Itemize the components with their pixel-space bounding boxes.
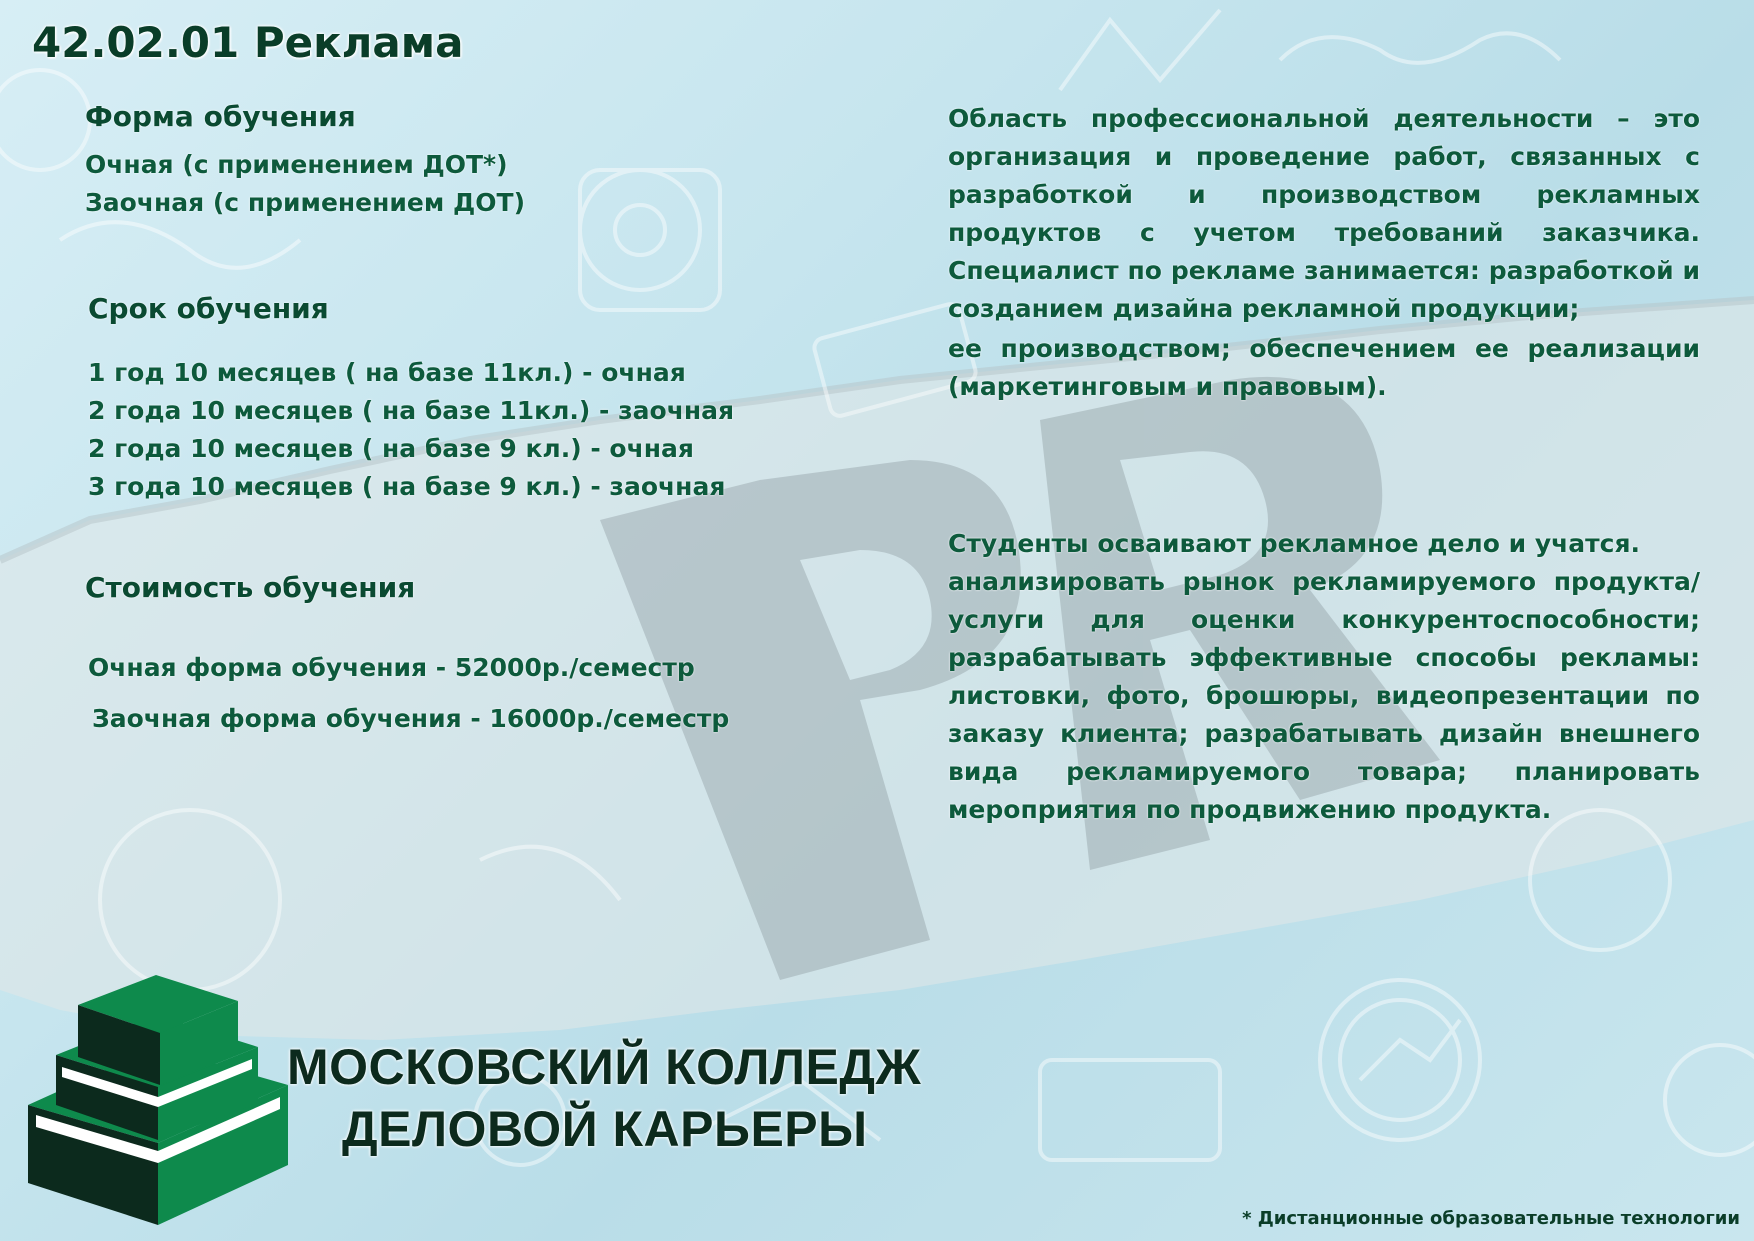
term-item: 1 год 10 месяцев ( на базе 11кл.) - очная xyxy=(88,358,686,387)
form-item-part-time: Заочная (с применением ДОТ) xyxy=(85,188,526,217)
cost-heading: Стоимость обучения xyxy=(85,571,416,604)
term-item: 2 года 10 месяцев ( на базе 9 кл.) - очная xyxy=(88,434,694,463)
term-heading: Срок обучения xyxy=(88,292,329,325)
cost-item-part-time: Заочная форма обучения - 16000р./семестр xyxy=(92,704,730,733)
professional-area-paragraph: Область профессиональной деятельности – это организация и проведение работ, связанных с разработкой и производством рекламных продуктов с учетом требований заказчика. Специалист по рекламе занимается: разработкой и созданием дизайна рекламной продукции; xyxy=(948,104,1700,323)
cost-item-full-time: Очная форма обучения - 52000р./семестр xyxy=(88,653,695,682)
professional-area-paragraph-continued: ее производством; обеспечением ее реализации (маркетинговым и правовым). xyxy=(948,334,1700,401)
logo-title-line2: ДЕЛОВОЙ КАРЬЕРЫ xyxy=(342,1101,868,1157)
term-item: 3 года 10 месяцев ( на базе 9 кл.) - заочная xyxy=(88,472,726,501)
term-item: 2 года 10 месяцев ( на базе 11кл.) - заочная xyxy=(88,396,735,425)
footnote: * Дистанционные образовательные технологии xyxy=(1242,1208,1740,1229)
form-heading: Форма обучения xyxy=(85,100,356,133)
college-logo-icon xyxy=(28,975,293,1230)
logo-title-line1: МОСКОВСКИЙ КОЛЛЕДЖ xyxy=(287,1039,922,1095)
form-item-full-time: Очная (с применением ДОТ*) xyxy=(85,150,508,179)
students-intro: Студенты осваивают рекламное дело и учатся. xyxy=(948,529,1641,558)
page-title: 42.02.01 Реклама xyxy=(32,18,464,67)
students-skills-paragraph: анализировать рынок рекламируемого продукта/услуги для оценки конкурентоспособности; разрабатывать эффективные способы рекламы: листовки, фото, брошюры, видеопрезентации по заказу клиента; разрабатывать дизайн внешнего вида рекламируемого товара; планировать мероприятия по продвижению продукта. xyxy=(948,567,1700,824)
